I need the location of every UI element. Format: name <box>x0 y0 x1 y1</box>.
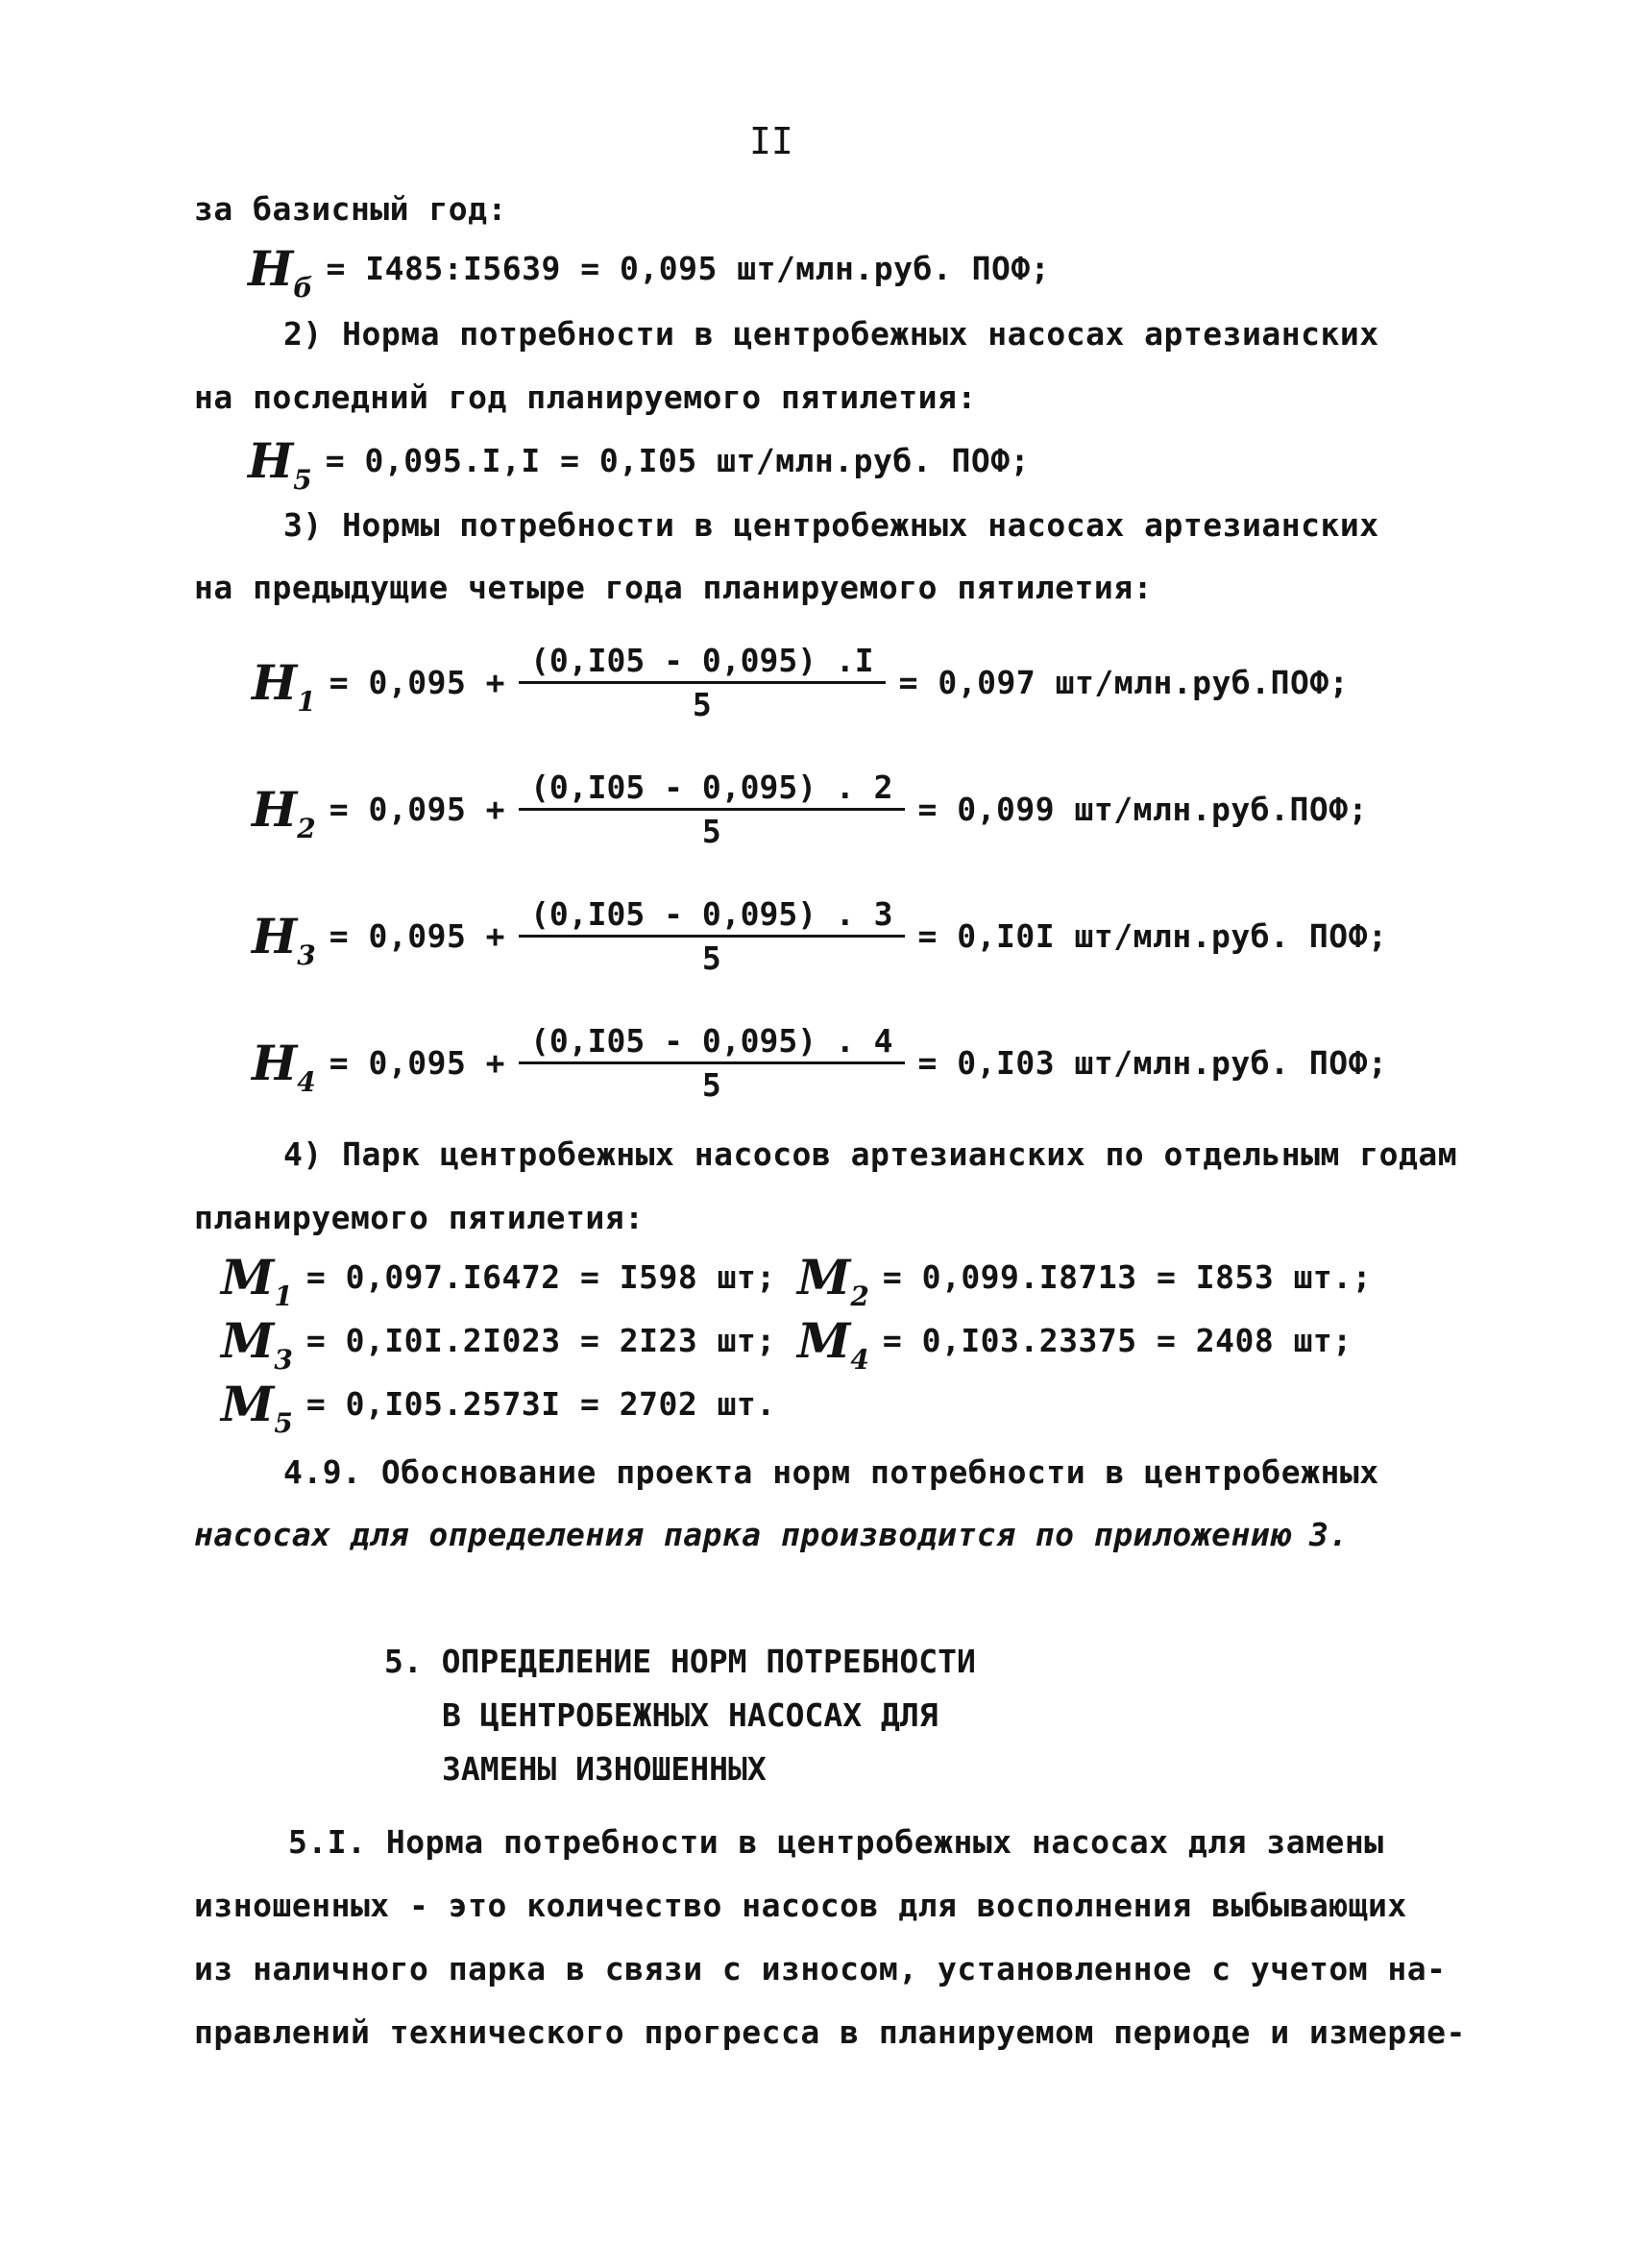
formula-symbol: Н <box>252 781 298 838</box>
para-5-1-line3: из наличного парка в связи с износом, установленное с учетом на- <box>194 1950 1447 1988</box>
park-m3 <box>221 1312 776 1376</box>
fraction-denominator: 5 <box>701 939 721 977</box>
fraction-formula-h2 <box>252 768 1368 850</box>
park-m2 <box>797 1249 1373 1312</box>
park-m5 <box>221 1376 776 1439</box>
formula-prefix: = 0,095 + <box>329 917 506 955</box>
fraction <box>519 1022 905 1104</box>
formula-symbol: Н <box>248 432 294 489</box>
formula-result: = 0,097 шт/млн.руб.ПОФ; <box>898 664 1350 701</box>
fraction <box>519 895 905 977</box>
formula-symbol: Н <box>252 908 298 964</box>
formula-symbol: М <box>221 1249 275 1305</box>
para-5-1-line4: правлений технического прогресса в планируемом периоде и измеряе- <box>194 2013 1466 2051</box>
formula-symbol: Н <box>252 1035 298 1091</box>
page-number: II <box>749 120 793 162</box>
formula-symbol: М <box>221 1376 275 1432</box>
formula-subscript: 3 <box>274 1344 293 1376</box>
fraction-denominator: 5 <box>701 1066 721 1104</box>
formula-text: = I485:I5639 = 0,095 шт/млн.руб. ПОФ; <box>326 250 1051 287</box>
formula-subscript: 5 <box>274 1407 293 1439</box>
fraction-denominator: 5 <box>692 686 712 723</box>
fraction-numerator: (0,I05 - 0,095) . 3 <box>519 895 905 938</box>
formula-symbol: Н <box>252 654 298 711</box>
formula-subscript: 5 <box>293 464 312 496</box>
park-m4 <box>797 1312 1353 1376</box>
formula-symbol: М <box>797 1312 851 1369</box>
fraction-formula-h1 <box>252 642 1349 723</box>
para-5-1-line1: 5.I. Норма потребности в центробежных насосах для замены <box>288 1823 1384 1861</box>
item2-line1: 2) Норма потребности в центробежных насосах артезианских <box>283 315 1379 353</box>
h5-formula <box>248 432 1030 496</box>
section-heading-line3: ЗАМЕНЫ ИЗНОШЕННЫХ <box>442 1750 767 1788</box>
hb-formula <box>248 240 1051 304</box>
formula-subscript: 2 <box>850 1280 869 1312</box>
fraction-numerator: (0,I05 - 0,095) .I <box>519 642 886 684</box>
section-heading-line1: 5. ОПРЕДЕЛЕНИЕ НОРМ ПОТРЕБНОСТИ <box>384 1643 976 1680</box>
formula-text: = 0,097.I6472 = I598 шт; <box>305 1258 776 1296</box>
formula-subscript: 4 <box>297 1066 316 1098</box>
item3-line1: 3) Нормы потребности в центробежных насосах артезианских <box>283 506 1379 544</box>
item4-line2: планируемого пятилетия: <box>194 1199 645 1236</box>
formula-result: = 0,I03 шт/млн.руб. ПОФ; <box>917 1044 1388 1082</box>
formula-symbol: Н <box>248 240 294 297</box>
fraction <box>519 642 886 723</box>
formula-prefix: = 0,095 + <box>329 664 506 701</box>
park-m1 <box>221 1249 776 1312</box>
formula-text: = 0,099.I8713 = I853 шт.; <box>882 1258 1373 1296</box>
fraction-numerator: (0,I05 - 0,095) . 2 <box>519 768 905 811</box>
formula-prefix: = 0,095 + <box>329 791 506 828</box>
fraction-formula-h4 <box>252 1022 1387 1104</box>
para-4-9-line1: 4.9. Обоснование проекта норм потребности в центробежных <box>283 1453 1379 1491</box>
formula-result: = 0,I0I шт/млн.руб. ПОФ; <box>917 917 1388 955</box>
intro-line: за базисный год: <box>194 190 507 228</box>
formula-symbol: М <box>221 1312 275 1369</box>
formula-text: = 0,I0I.2I023 = 2I23 шт; <box>305 1322 776 1359</box>
formula-symbol: М <box>797 1249 851 1305</box>
para-5-1-line2: изношенных - это количество насосов для восполнения выбывающих <box>194 1887 1407 1924</box>
formula-subscript: 1 <box>297 686 316 718</box>
para-4-9-line2: насосах для определения парка производится по приложению 3. <box>194 1516 1349 1553</box>
formula-prefix: = 0,095 + <box>329 1044 506 1082</box>
formula-text: = 0,095.I,I = 0,I05 шт/млн.руб. ПОФ; <box>325 442 1030 479</box>
item2-line2: на последний год планируемого пятилетия: <box>194 378 977 416</box>
formula-subscript: 2 <box>297 813 316 844</box>
fraction-numerator: (0,I05 - 0,095) . 4 <box>519 1022 905 1064</box>
section-heading-line2: В ЦЕНТРОБЕЖНЫХ НАСОСАХ ДЛЯ <box>442 1696 938 1734</box>
formula-subscript: 3 <box>297 939 316 971</box>
item4-line1: 4) Парк центробежных насосов артезианских по отдельным годам <box>283 1135 1458 1173</box>
formula-subscript: 4 <box>850 1344 869 1376</box>
formula-text: = 0,I05.2573I = 2702 шт. <box>305 1385 776 1423</box>
fraction-denominator: 5 <box>701 813 721 850</box>
formula-text: = 0,I03.23375 = 2408 шт; <box>882 1322 1353 1359</box>
section-heading <box>384 1635 976 1796</box>
formula-subscript: 1 <box>274 1280 293 1312</box>
item3-line2: на предыдущие четыре года планируемого пятилетия: <box>194 569 1154 606</box>
formula-result: = 0,099 шт/млн.руб.ПОФ; <box>917 791 1369 828</box>
fraction <box>519 768 905 850</box>
fraction-formula-h3 <box>252 895 1387 977</box>
formula-subscript: б <box>293 272 313 304</box>
